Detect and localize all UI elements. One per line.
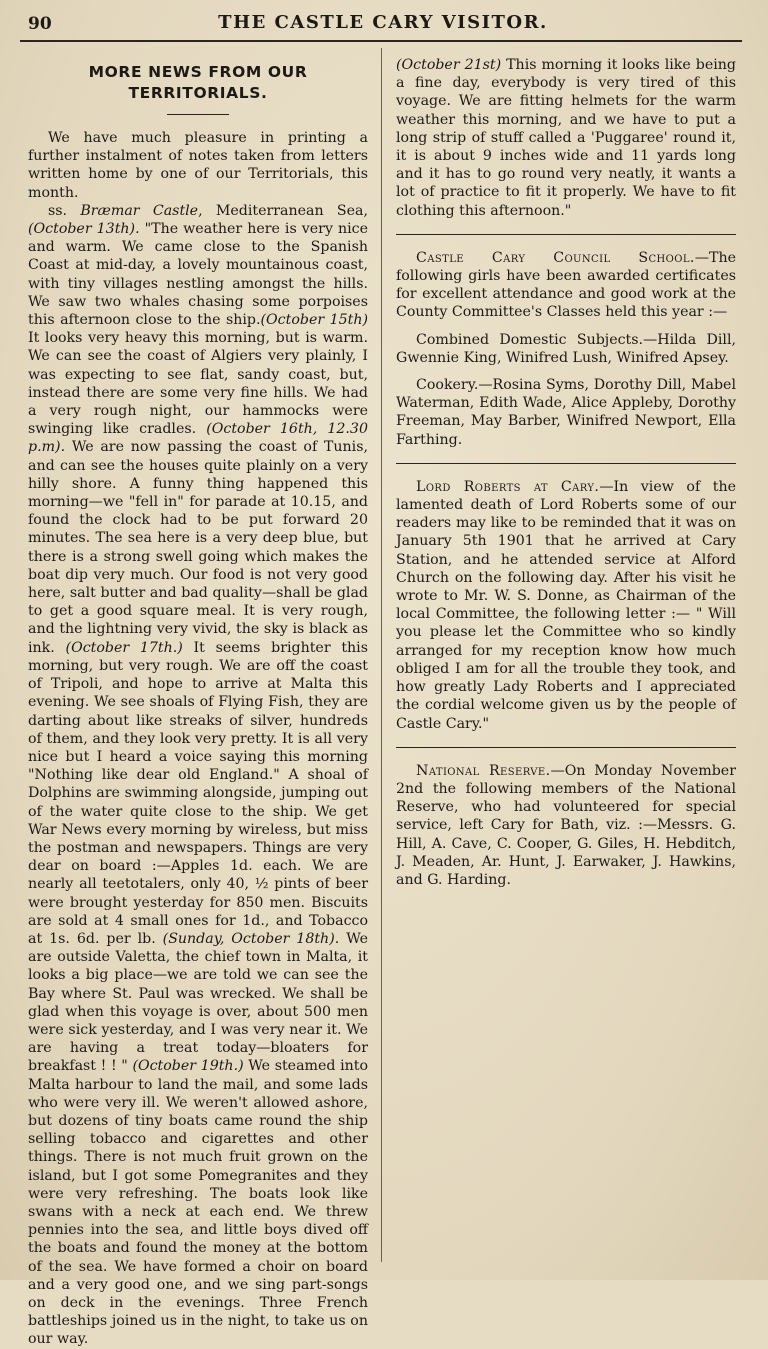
notice-heading: National Reserve. — [416, 762, 551, 779]
letter-date: (October 19th.) — [132, 1058, 244, 1075]
council-school-notice — [396, 249, 736, 322]
right-column — [396, 56, 736, 1266]
letter-date: (October 21st) — [396, 57, 502, 73]
notice-heading: Castle Cary Council School. — [416, 249, 695, 266]
page-number: 90 — [28, 14, 52, 34]
article-body-part2 — [396, 56, 736, 220]
section-divider — [396, 463, 736, 464]
letter-text: It looks very heavy this morning, but is warm. We can see the coast of Algiers very plainly, I was expecting to see flat, sandy coast, but, instead there are some very fine hills. We had a very rough night, our hammocks were swinging like cradles. — [28, 330, 368, 438]
notice-text: —The following girls have been awarded certificates for excellent attendance and good work at the County Committee's Classes held this year :— — [396, 249, 736, 321]
notice-text: —On Monday November 2nd the following members of the National Reserve, who had volunteered for special service, left Cary for Bath, viz. :—Messrs. G. Hill, A. Cave, C. Cooper, G. Giles, H. Hebditch, J. Meaden, Ar. Hunt, J. Earwaker, J. Hawkins, and G. Harding. — [396, 762, 736, 888]
letter-text: We steamed into Malta harbour to land the mail, and some lads who were very ill. We weren't allowed ashore, but dozens of tiny boats came round the ship selling tobacco and cigarettes and other things. There is not much fruit grown on the island, but I got some Pomegranites and they were very refreshing. The boats look like swans with a neck at each end. We threw pennies into the sea, and little boys dived off the boats and found the money at the bottom of the sea. We have formed a choir on board and a very good one, and we sing part-songs on deck in the evenings. Three French battleships joined us in the night, to take us on our way. — [28, 1058, 369, 1348]
title-rule — [167, 114, 229, 115]
left-column — [28, 56, 369, 1348]
letter-date: (Sunday, October 18th). — [162, 930, 340, 947]
cookery-list: Cookery.—Rosina Syms, Dorothy Dill, Mabel Waterman, Edith Wade, Alice Appleby, Dorothy Freeman, May Barber, Winifred Newport, Ella Farthing. — [396, 377, 736, 448]
letter-text: It seems brighter this morning, but very rough. We are off the coast of Tripoli, and hope to arrive at Malta this evening. We see shoals of Flying Fish, they are darting about like streaks of silver, hundreds of them, and they look very pretty. It is all very nice but I heard a voice saying this morning "Nothing like dear old England." A shoal of Dolphins are swimming alongside, jumping out of the water quite close to the ship. We get War News every morning by wireless, but miss the postman and newspapers. Things are very dear on board :—Apples 1d. each. We are nearly all teetotalers, only 40, ½ pints of beer were brought yesterday for 850 men. Biscuits are sold at 4 small ones for 1d., and Tobacco at 1s. 6d. per lb. — [28, 639, 368, 947]
notice-heading: Lord Roberts at Cary. — [416, 478, 600, 495]
running-title: THE CASTLE CARY VISITOR. — [218, 12, 548, 33]
national-reserve-notice — [396, 762, 736, 889]
letter-text: We are outside Valetta, the chief town in Malta, it looks a big place—we are told we can see the Bay where St. Paul was wrecked. We shall be glad when this voyage is over, about 500 men were sick yesterday, and I was very near it. We are having a treat today—bloaters for breakfast ! ! " — [28, 930, 369, 1075]
ship-prefix: ss. — [48, 202, 68, 219]
lord-roberts-notice — [396, 478, 736, 733]
letter-date: (October 17th.) — [65, 639, 183, 656]
letter-text: "The weather here is very nice and warm. We came close to the Spanish Coast at mid-day, a lovely mountainous coast, with tiny villages nestling amongst the hills. We saw two whales chasing some porpoises this afternoon close to the ship. — [28, 221, 369, 329]
header-rule — [20, 40, 742, 42]
ship-location: , Mediterranean Sea, — [198, 202, 368, 219]
article-title: MORE NEWS FROM OUR TERRITORIALS. — [88, 63, 308, 102]
column-divider — [381, 48, 382, 1262]
section-divider — [396, 234, 736, 235]
section-divider — [396, 747, 736, 748]
ship-name: Bræmar Castle — [80, 202, 199, 219]
letter-text: We are now passing the coast of Tunis, and can see the houses quite plainly on a very hilly shore. A funny thing happened this morning—we "fell in" for parade at 10.15, and found the clock had to be put forward 20 minutes. The sea here is a very deep blue, but there is a strong swell going which makes the boat dip very much. Our food is not very good here, salt butter and bad quality—shall be glad to get a good square meal. It is very rough, and the lightning very vivid, the sky is black as ink. — [28, 439, 368, 656]
domestic-subjects-list: Combined Domestic Subjects.—Hilda Dill, Gwennie King, Winifred Lush, Winifred Apsey. — [396, 331, 736, 366]
letter-text: This morning it looks like being a fine day, everybody is very tired of this voyage. We are fitting helmets for the warm weather this morning, and we have to put a long strip of stuff called a 'Puggaree' round it, it is about 9 inches wide and 11 yards long and it has to go round very neatly, it wants a lot of practice to fit it properly. We have to fit clothing this afternoon." — [396, 57, 736, 219]
notice-text: —In view of the lamented death of Lord Roberts some of our readers may like to be reminded that it was on January 5th 1901 that he arrived at Cary Station, and he attended service at Alford Church on the following day. After his visit he wrote to Mr. W. S. Donne, as Chairman of the local Committee, the following letter :— " Will you please let the Committee who so kindly arranged for my reception know how much obliged I am for all the trouble they took, and how greatly Lady Roberts and I appreciated the cordial welcome given us by the people of Castle Cary." — [396, 478, 736, 732]
article-body-part1 — [28, 202, 368, 1349]
article-intro: We have much pleasure in printing a further instalment of notes taken from letters written home by one of our Territorials, this month. — [28, 130, 368, 201]
letter-date: (October 13th). — [28, 221, 140, 238]
letter-date: (October 16th, 12.30 p.m). — [28, 421, 368, 456]
page-header — [28, 8, 738, 38]
letter-date: (October 15th) — [260, 312, 368, 329]
